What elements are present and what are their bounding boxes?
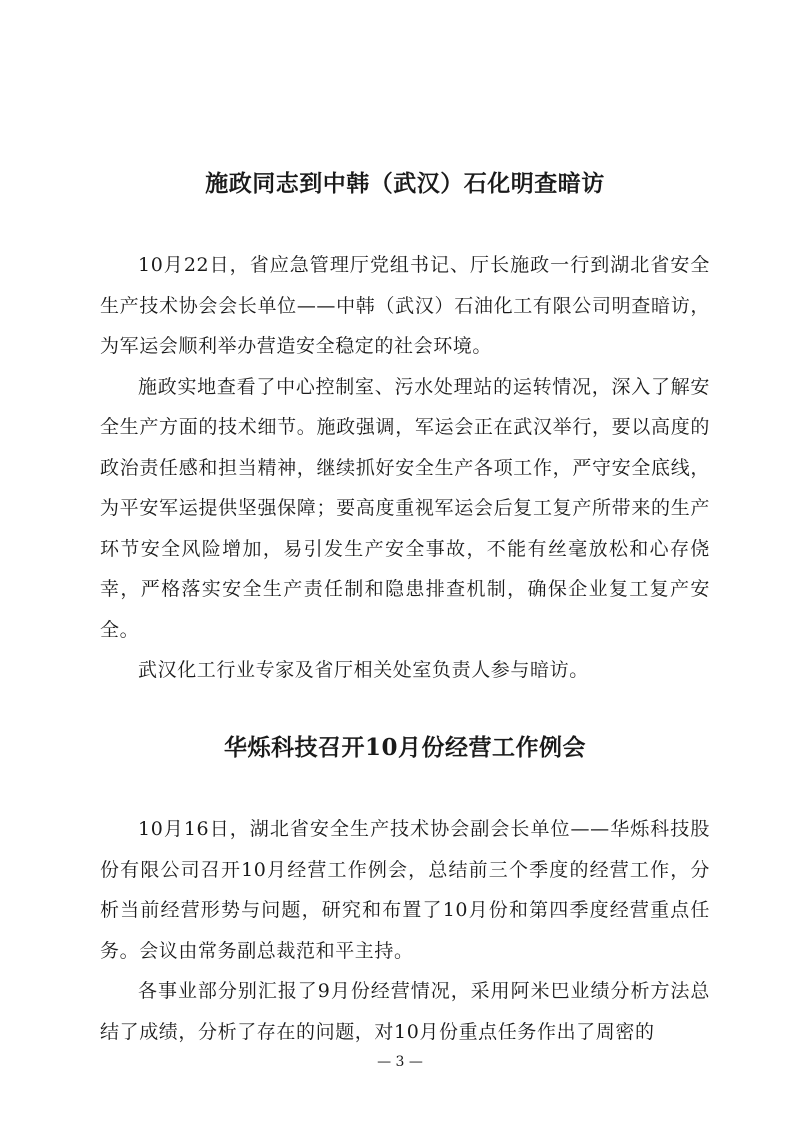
article-paragraph: 武汉化工行业专家及省厅相关处室负责人参与暗访。: [138, 659, 589, 681]
article-paragraph: 各事业部分别汇报了9月份经营情况，采用阿米巴业绩分析方法总结了成绩，分析了存在的问题，对10月份重点任务作出了周密的: [100, 980, 710, 1043]
article-huashuo-meeting: [100, 727, 710, 1052]
article-paragraph: 10月22日，省应急管理厅党组书记、厅长施政一行到湖北省安全生产技术协会会长单位——中韩（武汉）石油化工有限公司明查暗访，为军运会顺利举办营造安全稳定的社会环境。: [100, 254, 710, 357]
article-paragraph: 10月16日，湖北省安全生产技术协会副会长单位——华烁科技股份有限公司召开10月经营工作例会，总结前三个季度的经营工作，分析当前经营形势与问题，研究和布置了10月份和第四季度经营重点任务。会议由常务副总裁范和平主持。: [100, 818, 710, 962]
article-paragraph: 施政实地查看了中心控制室、污水处理站的运转情况，深入了解安全生产方面的技术细节。施政强调，军运会正在武汉举行，要以高度的政治责任感和担当精神，继续抓好安全生产各项工作，严守安全底线，为平安军运提供坚强保障；要高度重视军运会后复工复产所带来的生产环节安全风险增加，易引发生产安全事故，不能有丝毫放松和心存侥幸，严格落实安全生产责任制和隐患排查机制，确保企业复工复产安全。: [100, 375, 710, 641]
article-title: 华烁科技召开10月份经营工作例会: [223, 734, 586, 761]
article-shizheng-inspection: [100, 163, 710, 691]
article-title: 施政同志到中韩（武汉）石化明查暗访: [205, 170, 605, 197]
page-number: — 3 —: [377, 1054, 423, 1070]
